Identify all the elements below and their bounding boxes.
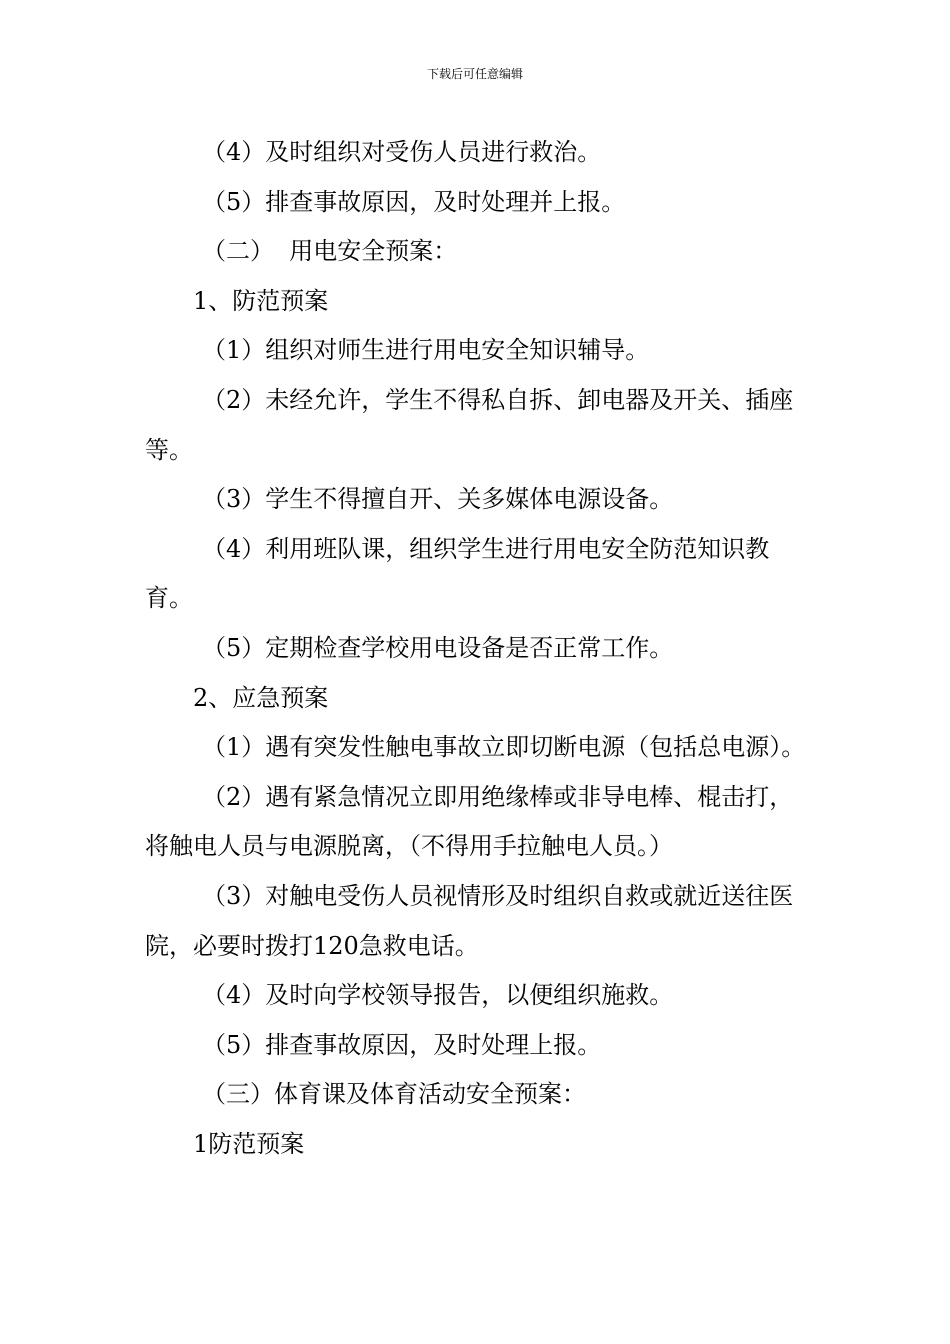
paragraph: （4）利用班队课，组织学生进行用电安全防范知识教育。 [145, 534, 770, 613]
paragraph: （4）及时向学校领导报告，以便组织施救。 [202, 981, 674, 1010]
paragraph: （二） 用电安全预案： [202, 237, 458, 266]
paragraph: （5）排查事故原因，及时处理上报。 [202, 1030, 602, 1059]
paragraph: （5）定期检查学校用电设备是否正常工作。 [202, 633, 674, 662]
paragraph: （1）遇有突发性触电事故立即切断电源（包括总电源）。 [202, 733, 806, 762]
paragraph: 1、防范预案 [193, 286, 329, 315]
paragraph: （2）遇有紧急情况立即用绝缘棒或非导电棒、棍击打，将触电人员与电源脱离，（不得用手拉触电人员。） [145, 782, 794, 861]
page-header: 下载后可任意编辑 [426, 67, 523, 81]
paragraph: （3）对触电受伤人员视情形及时组织自救或就近送往医院，必要时拨打120急救电话。 [145, 881, 794, 960]
paragraph: （2）未经允许，学生不得私自拆、卸电器及开关、插座等。 [145, 385, 794, 464]
paragraph: 2、应急预案 [193, 683, 329, 712]
paragraph: （1）组织对师生进行用电安全知识辅导。 [202, 336, 650, 365]
paragraph: （5）排查事故原因，及时处理并上报。 [202, 187, 626, 216]
document-body [145, 128, 810, 1169]
paragraph: （4）及时组织对受伤人员进行救治。 [202, 138, 602, 166]
paragraph: （三）体育课及体育活动安全预案： [202, 1080, 586, 1109]
paragraph: （3）学生不得擅自开、关多媒体电源设备。 [202, 485, 674, 514]
paragraph: 1防范预案 [193, 1129, 305, 1158]
